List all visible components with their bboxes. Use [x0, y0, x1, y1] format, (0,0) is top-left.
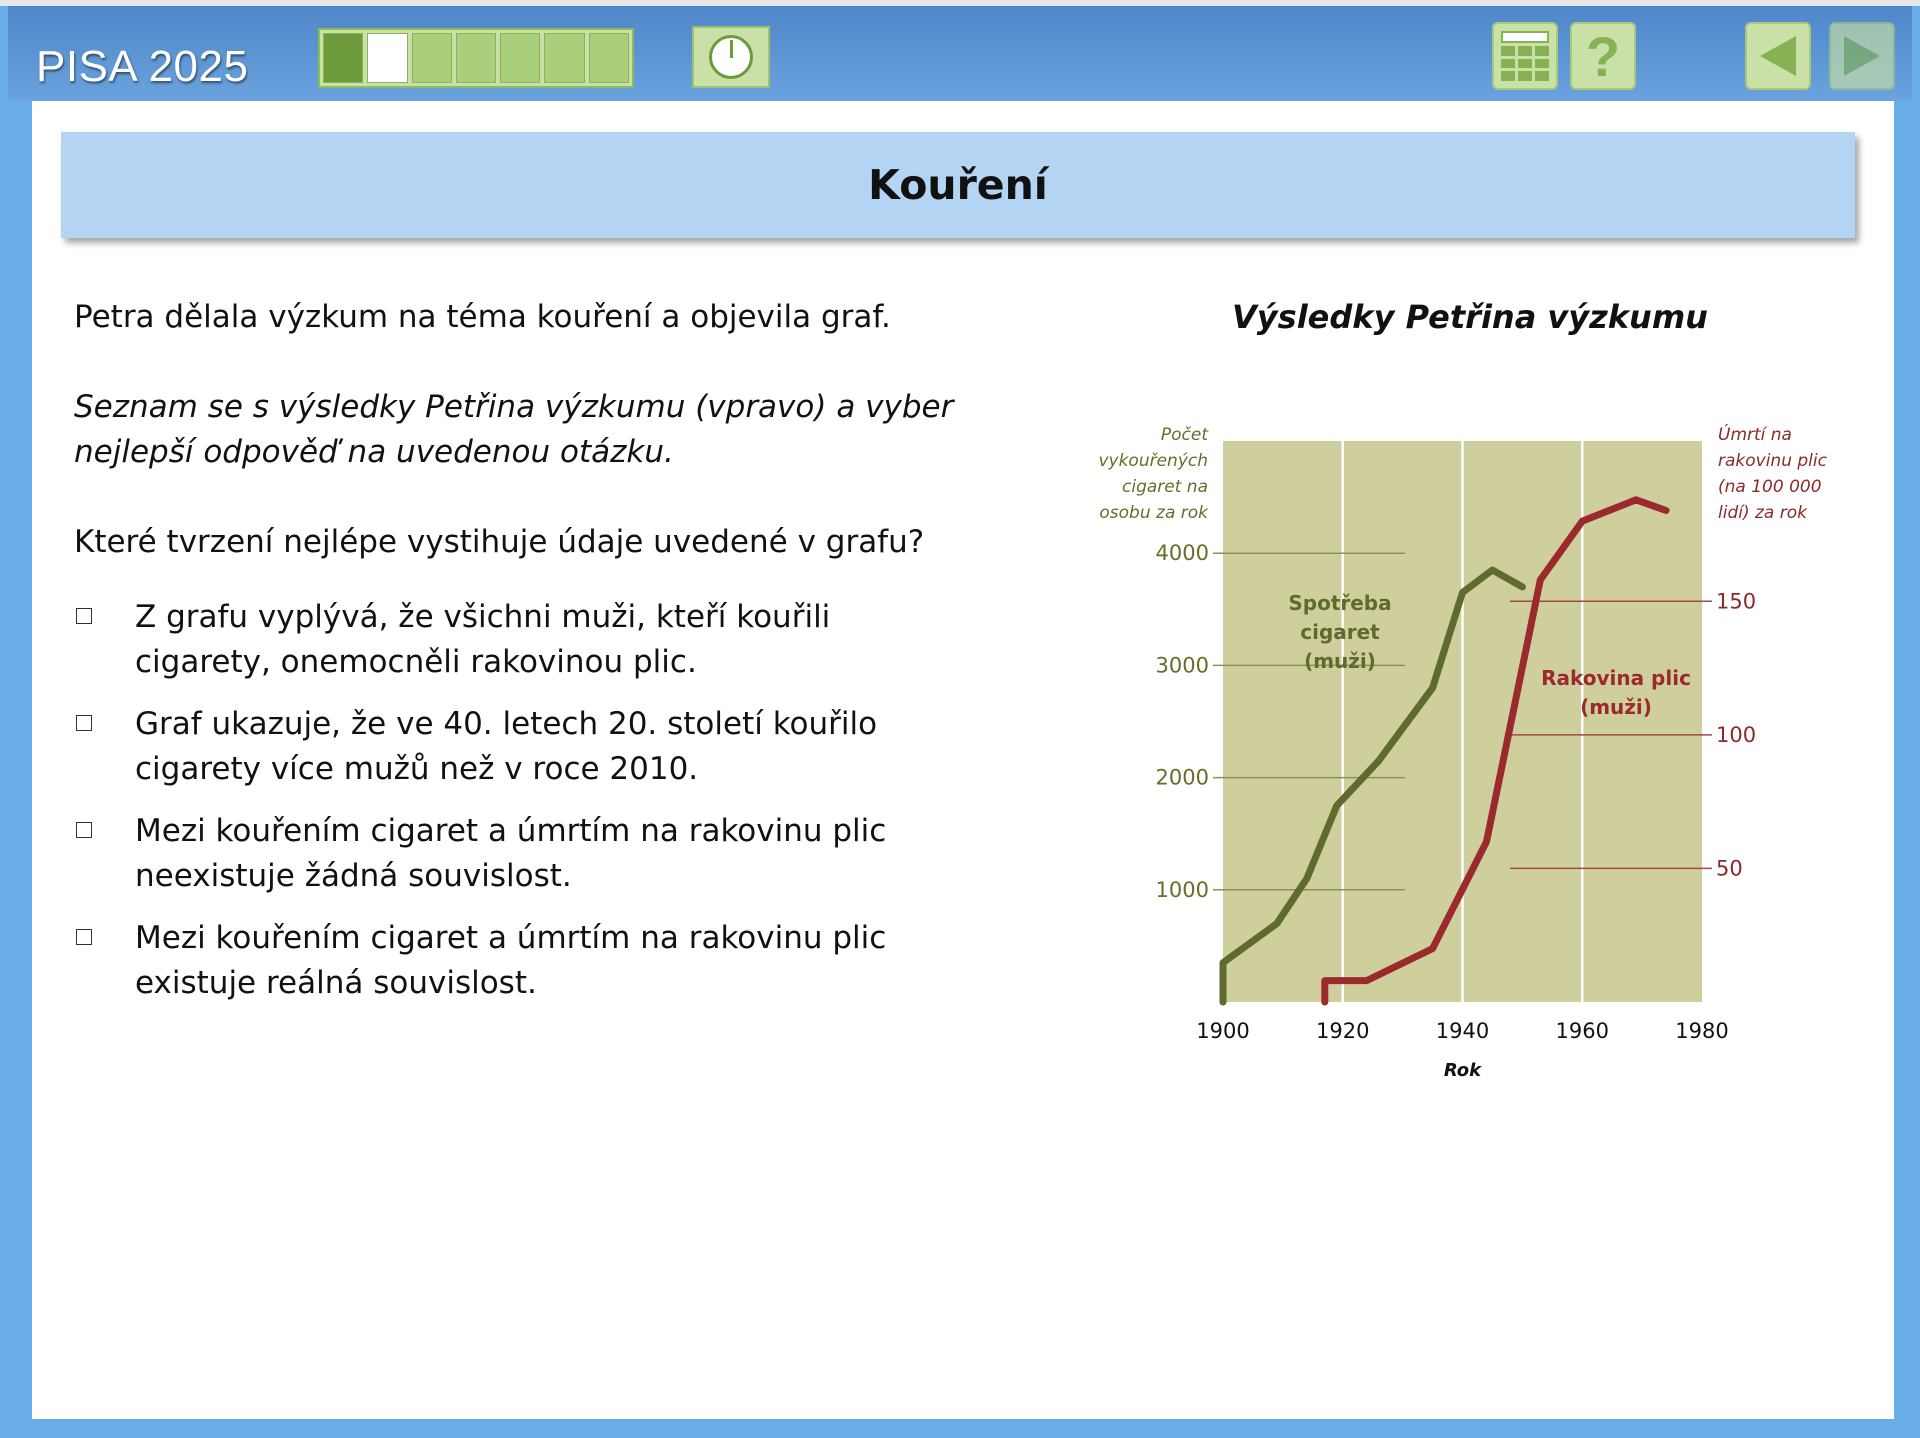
right-tick-label: 150 — [1716, 589, 1757, 614]
back-button[interactable] — [1745, 22, 1811, 90]
right-axis-label: Úmrtí na — [1718, 425, 1792, 445]
back-arrow-icon — [1756, 33, 1800, 79]
timer-icon[interactable] — [692, 26, 770, 88]
progress-segment — [323, 33, 363, 83]
progress-segment — [589, 33, 629, 83]
instruction-text: Seznam se s výsledky Petřina výzkumu (vpravo) a vyber nejlepší odpověď na uvedenou otázku. — [74, 389, 954, 470]
calculator-icon — [1501, 31, 1549, 81]
left-axis-label: Počet — [1160, 425, 1208, 445]
left-tick-label: 4000 — [1155, 541, 1209, 566]
answer-options — [74, 595, 974, 1006]
answer-option[interactable] — [74, 809, 974, 899]
left-tick-label: 3000 — [1155, 653, 1209, 678]
calculator-button[interactable] — [1492, 22, 1558, 90]
help-icon: ? — [1585, 24, 1621, 88]
answer-option[interactable] — [74, 595, 974, 685]
option-text: Mezi kouřením cigaret a úmrtím na rakovinu plic neexistuje žádná souvislost. — [135, 813, 887, 894]
intro-text: Petra dělala výzkum na téma kouření a objevila graf. — [74, 299, 891, 335]
cancer-series-label: Rakovina plic — [1541, 666, 1691, 690]
right-tick-label: 50 — [1716, 856, 1743, 881]
checkbox[interactable] — [76, 822, 92, 838]
checkbox[interactable] — [76, 608, 92, 624]
option-text: Graf ukazuje, že ve 40. letech 20. století kouřilo cigarety více mužů než v roce 2010. — [135, 706, 878, 787]
x-tick-label: 1980 — [1675, 1019, 1729, 1043]
x-axis-label: Rok — [1443, 1060, 1482, 1081]
x-tick-label: 1960 — [1555, 1019, 1609, 1043]
unit-title: Kouření — [868, 161, 1048, 209]
answer-option[interactable] — [74, 702, 974, 792]
right-axis-label: (na 100 000 — [1718, 477, 1822, 497]
next-arrow-icon — [1840, 33, 1884, 79]
x-tick-label: 1940 — [1435, 1019, 1490, 1043]
left-axis-label: cigaret na — [1122, 477, 1208, 497]
progress-segment — [544, 33, 584, 83]
x-tick-label: 1900 — [1196, 1019, 1250, 1043]
question-text: Které tvrzení nejlépe vystihuje údaje uvedené v grafu? — [74, 524, 925, 560]
right-axis-label: lidí) za rok — [1718, 503, 1807, 523]
cigarette-series-label: cigaret — [1300, 620, 1380, 644]
right-axis-label: rakovinu plic — [1718, 451, 1827, 471]
chart-title: Výsledky Petřina výzkumu — [1232, 298, 1708, 336]
progress-segment — [456, 33, 496, 83]
stimulus-text — [74, 295, 974, 1023]
left-tick-label: 1000 — [1155, 877, 1209, 902]
progress-bar — [318, 28, 634, 88]
unit-title-banner — [61, 132, 1855, 238]
next-button[interactable] — [1829, 22, 1895, 90]
checkbox[interactable] — [76, 929, 92, 945]
progress-segment — [412, 33, 452, 83]
clock-face — [709, 35, 753, 79]
answer-option[interactable] — [74, 916, 974, 1006]
left-tick-label: 2000 — [1155, 765, 1209, 790]
progress-segment — [367, 33, 407, 83]
help-button[interactable] — [1570, 22, 1636, 90]
checkbox[interactable] — [76, 715, 92, 731]
brand-title: PISA 2025 — [36, 42, 249, 91]
left-axis-label: osobu za rok — [1099, 503, 1208, 523]
option-text: Z grafu vyplývá, že všichni muži, kteří kouřili cigarety, onemocněli rakovinou plic. — [135, 599, 831, 680]
option-text: Mezi kouřením cigaret a úmrtím na rakovinu plic existuje reálná souvislost. — [135, 920, 887, 1001]
cancer-series-label: (muži) — [1580, 695, 1652, 719]
dual-axis-line-chart — [1080, 410, 1880, 1090]
cigarette-series-label: (muži) — [1304, 649, 1376, 673]
x-tick-label: 1920 — [1316, 1019, 1370, 1043]
left-axis-label: vykouřených — [1098, 451, 1208, 471]
right-tick-label: 100 — [1716, 722, 1757, 747]
cigarette-series-label: Spotřeba — [1288, 591, 1392, 615]
progress-segment — [500, 33, 540, 83]
